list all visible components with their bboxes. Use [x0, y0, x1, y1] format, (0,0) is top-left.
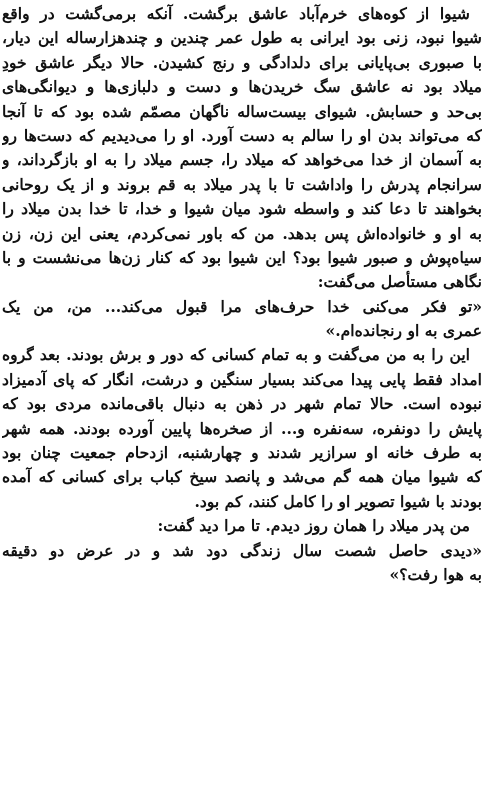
text-line: به آسمان از خدا می‌خواهد که میلاد را، جسم میلاد را به او بازگرداند، و: [2, 150, 482, 170]
text-line: به طرف خانه او سرازیر شدند و چهارشنبه، ازدحام جمعیت چنان بود: [2, 443, 482, 463]
text-line: شیوا نبود، زنی بود ایرانی به طول عمر چندین و چندهزارساله این دیار،: [2, 28, 482, 48]
text-line: نگاهی مستأصل می‌گفت:: [317, 272, 482, 292]
text-line: بخواهند تا دعا کند و واسطه شود میان شیوا و خدا، تا خدا بدن میلاد را: [2, 199, 482, 219]
text-line: سیاه‌پوش و صبور شیوا بود؟ این شیوا بود که کنار زن‌ها می‌نشست و با: [2, 247, 482, 267]
text-line: بی‌حد و حسابش. شیوای بیست‌ساله ناگهان مصمّم شده بود که تا آنجا: [2, 101, 482, 121]
text-line: که شیوا میان همه گم می‌شد و پانصد سیخ کباب برای کسانی که آمده: [2, 467, 482, 487]
text-line: این را به من می‌گفت و به تمام کسانی که دور و برش بودند. بعد گروه: [2, 345, 470, 365]
text-line: به هوا رفت؟»: [389, 564, 482, 584]
text-line: بودند با شیوا تصویر او را کامل کنند، کم بود.: [194, 491, 482, 511]
text-line: میلاد بود نه عاشق سگ خریدن‌ها و دست و دلبازی‌ها و دیوانگی‌های: [2, 77, 482, 97]
text-line: «تو فکر می‌کنی خدا حرف‌های مرا قبول می‌کند... من، من یک: [2, 296, 482, 316]
body-text: [2, 2, 482, 587]
text-line: با صبوری بی‌پایانی برای دلدادگی و رنج کشیدن. حالا دیگر عاشق خودِ: [2, 52, 482, 72]
text-line: امداد فقط پایی پیدا می‌کند بسیار سنگین و درشت، انگار که پای آدمیزاد: [2, 369, 482, 389]
text-line: پایش را دونفره، سه‌نفره و... از صخره‌ها پایین آورده بودند. همه شهر: [2, 418, 482, 438]
text-line: که می‌تواند بدن او را سالم به دست آورد. او را می‌دیدیم که دست‌ها رو: [2, 125, 482, 145]
text-line: «دیدی حاصل شصت سال زندگی دود شد و در عرض دو دقیقه: [2, 540, 482, 560]
text-line: عمری به او رنجانده‌ام.»: [325, 321, 482, 341]
text-line: به او و خانواده‌اش پس بدهد. من که باور نمی‌کردم، یعنی این زن، زن: [2, 223, 482, 243]
text-line: شیوا از کوه‌های خرم‌آباد عاشق برگشت. آنکه برمی‌گشت در واقع: [2, 4, 470, 23]
text-line: نبوده است. حالا تمام شهر در ذهن به دنبال باقی‌مانده مردی بود که: [2, 394, 482, 414]
text-line: سرانجام پدرش را واداشت تا با پدر میلاد به قم بروند و از یک روحانی: [2, 174, 482, 194]
text-line: من پدر میلاد را همان روز دیدم. تا مرا دید گفت:: [157, 516, 470, 536]
